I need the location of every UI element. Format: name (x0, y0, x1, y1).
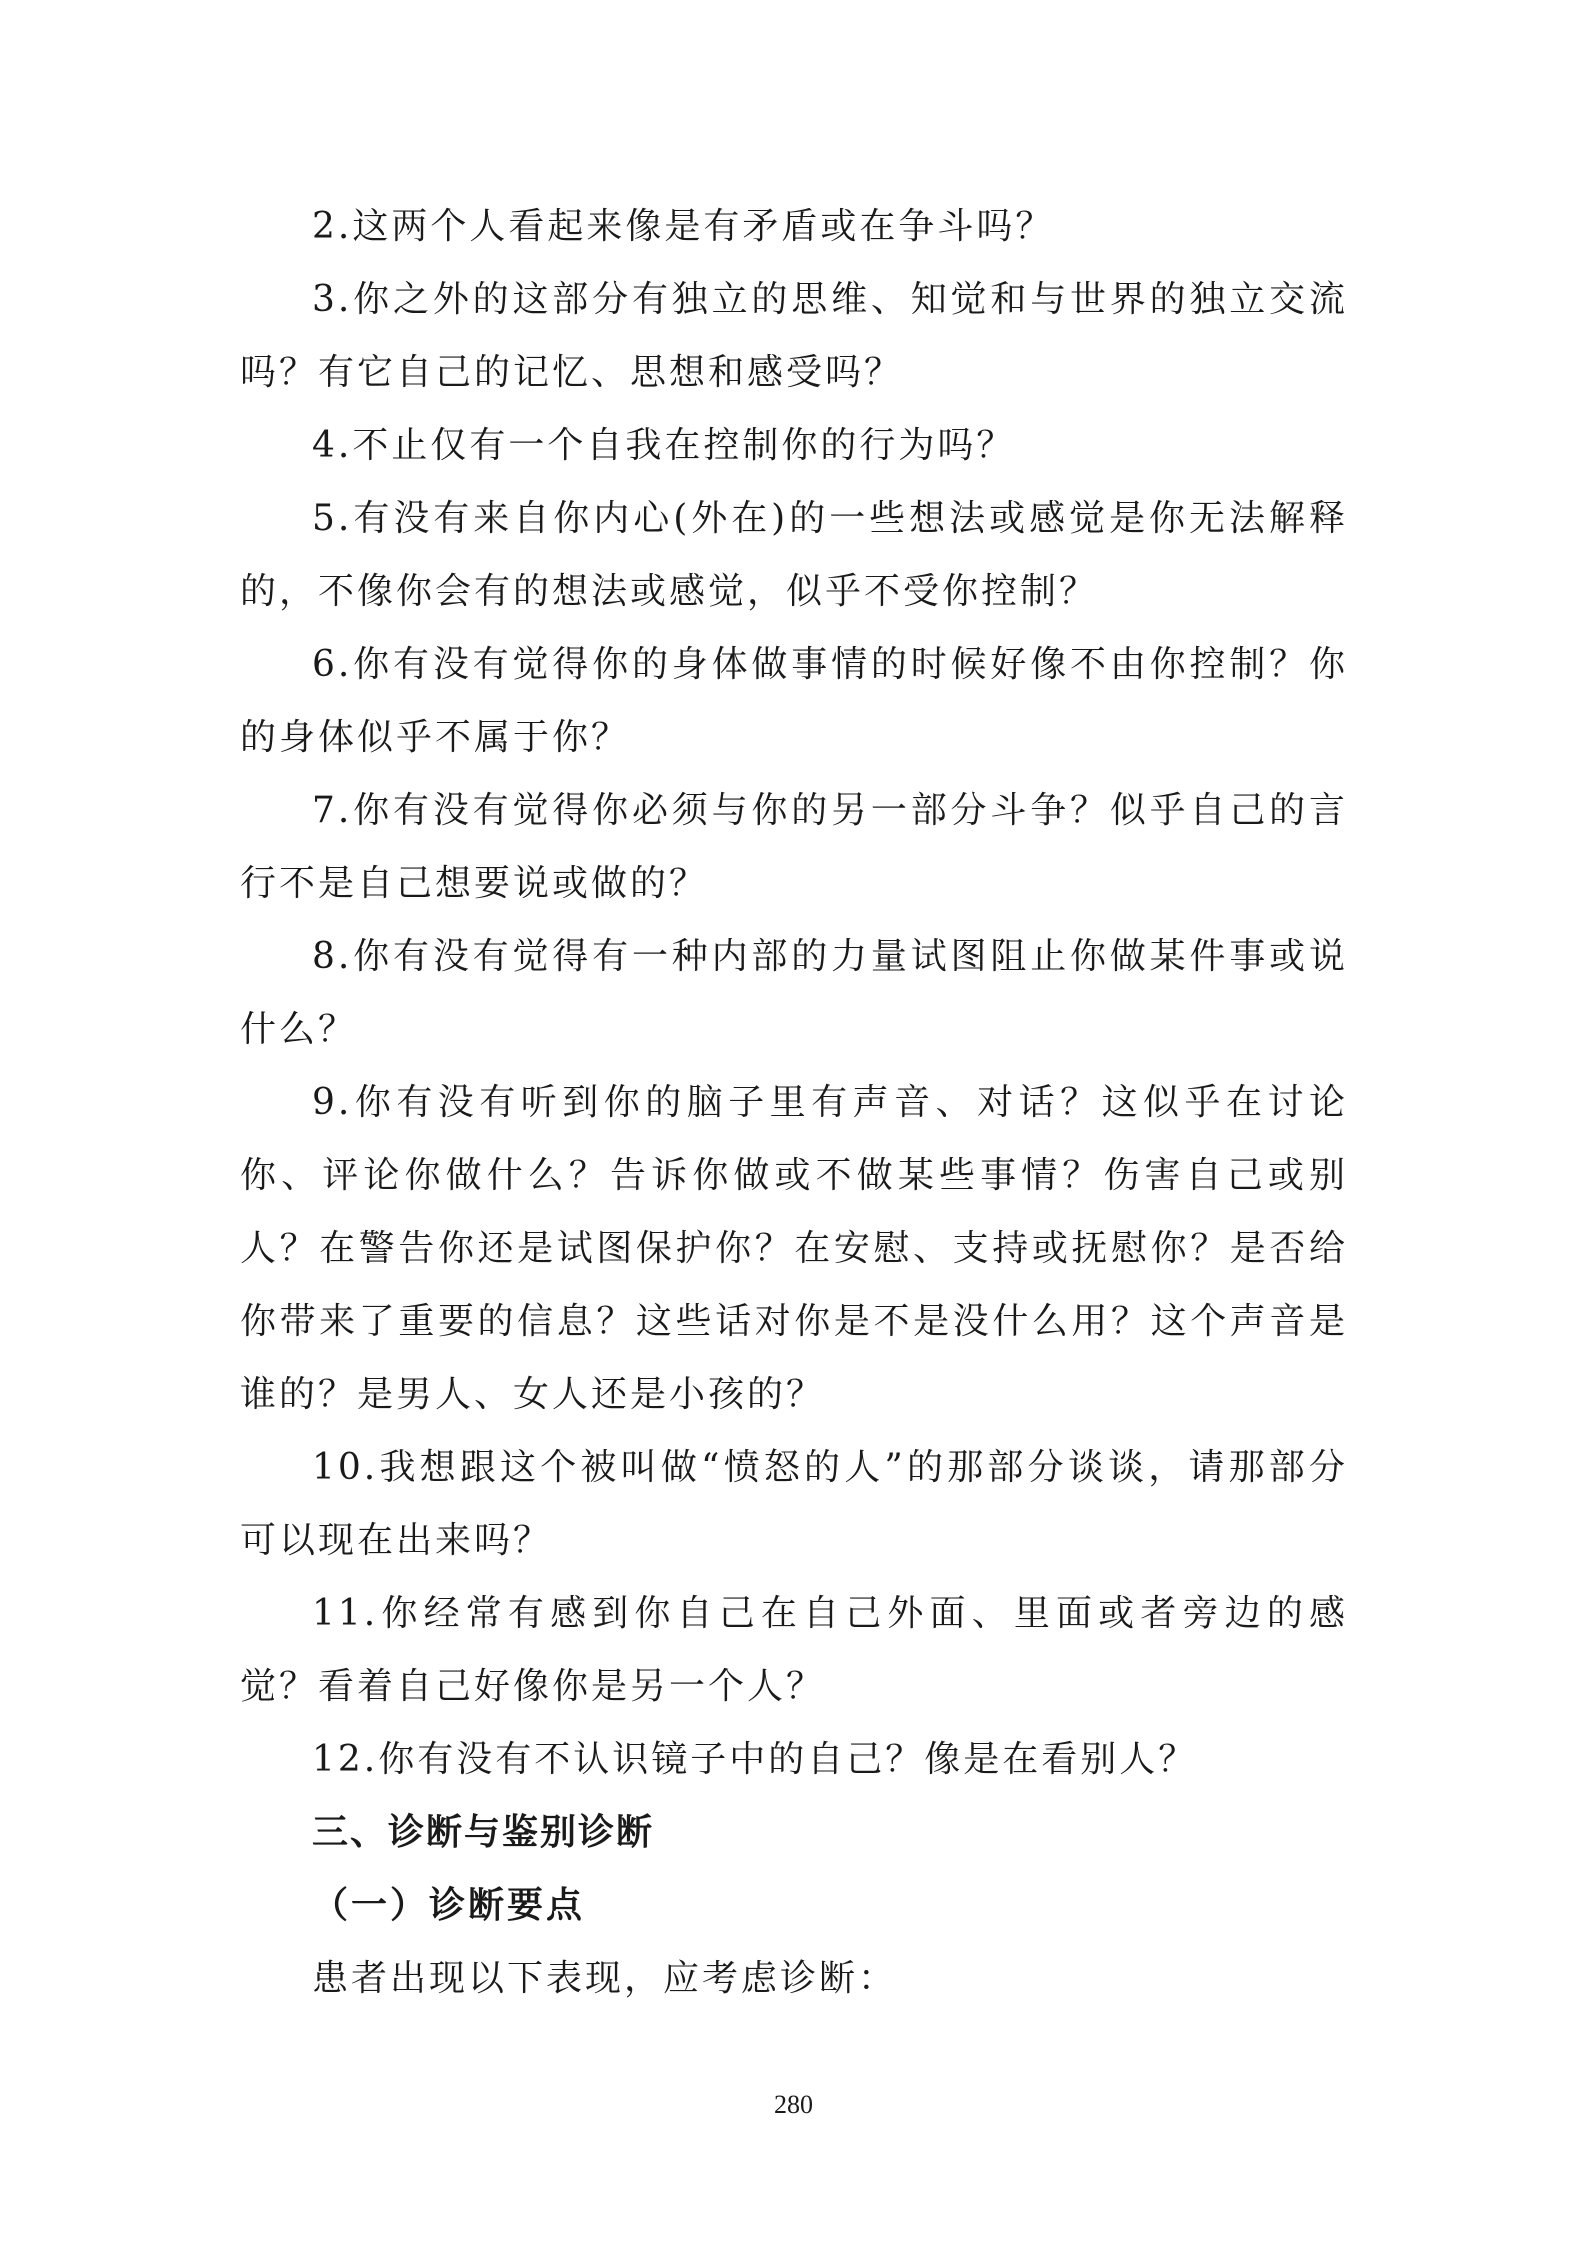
question-item: 6.你有没有觉得你的身体做事情的时候好像不由你控制？你的身体似乎不属于你？ (240, 644, 1348, 758)
question-item: 8.你有没有觉得有一种内部的力量试图阻止你做某件事或说什么？ (240, 936, 1348, 1050)
question-item: 3.你之外的这部分有独立的思维、知觉和与世界的独立交流吗？有它自己的记忆、思想和感受吗？ (240, 279, 1348, 393)
question-item: 4.不止仅有一个自我在控制你的行为吗？ (312, 425, 1016, 466)
question-item: 9.你有没有听到你的脑子里有声音、对话？这似乎在讨论你、评论你做什么？告诉你做或不做某些事情？伤害自己或别人？在警告你还是试图保护你？在安慰、支持或抚慰你？是否给你带来了重要的信息？这些话对你是不是没什么用？这个声音是谁的？是男人、女人还是小孩的？ (240, 1082, 1348, 1415)
subsection-heading: （一）诊断要点 (312, 1884, 586, 1926)
question-item: 2.这两个人看起来像是有矛盾或在争斗吗？ (312, 206, 1055, 247)
question-item: 12.你有没有不认识镜子中的自己？像是在看别人？ (312, 1739, 1198, 1780)
section-heading: 三、诊断与鉴别诊断 (312, 1812, 655, 1853)
section-body-text: 患者出现以下表现，应考虑诊断： (312, 1958, 898, 1999)
question-item: 11.你经常有感到你自己在自己外面、里面或者旁边的感觉？看着自己好像你是另一个人？ (240, 1593, 1348, 1707)
document-body (240, 190, 1348, 2015)
page-number: 280 (774, 2090, 813, 2119)
question-item: 5.有没有来自你内心(外在)的一些想法或感觉是你无法解释的，不像你会有的想法或感觉，似乎不受你控制？ (240, 498, 1348, 612)
question-item: 7.你有没有觉得你必须与你的另一部分斗争？似乎自己的言行不是自己想要说或做的？ (240, 790, 1348, 904)
question-item: 10.我想跟这个被叫做“愤怒的人”的那部分谈谈，请那部分可以现在出来吗？ (240, 1447, 1348, 1561)
